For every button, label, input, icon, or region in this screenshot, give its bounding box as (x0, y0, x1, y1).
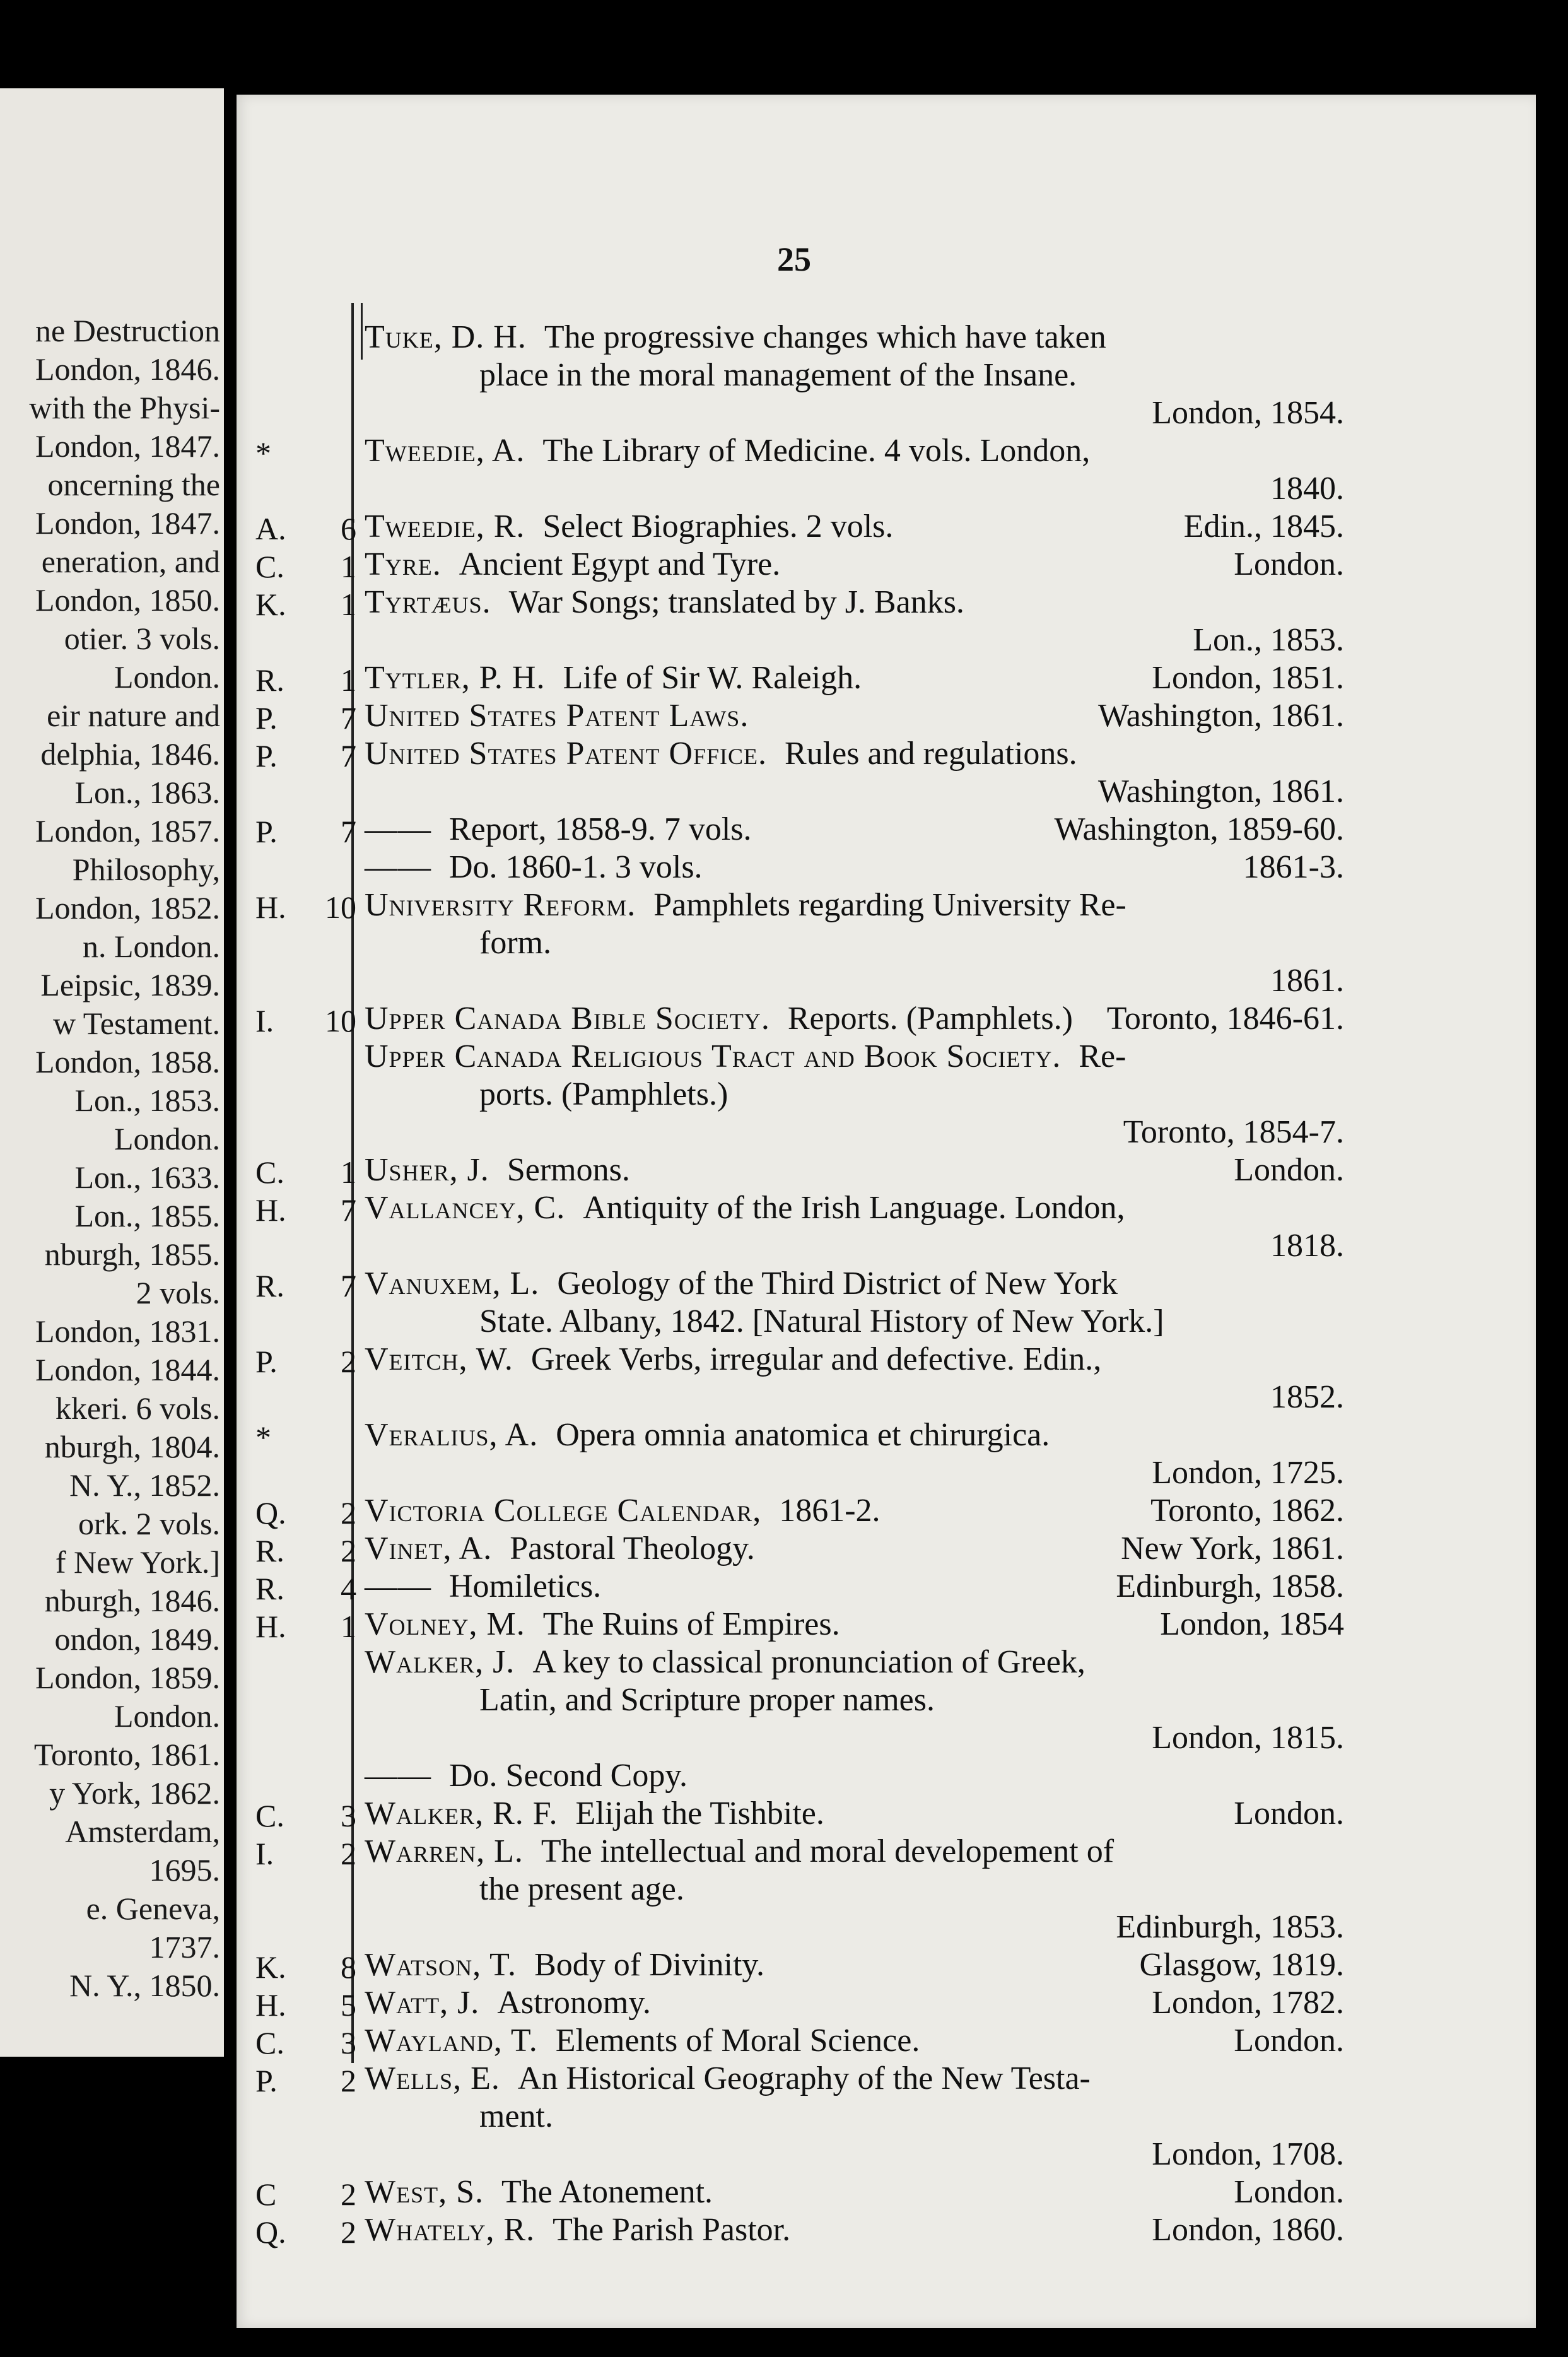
entry-imprint: Edinburgh, 1858. (1116, 1568, 1344, 1604)
shelf-mark (255, 2025, 369, 2061)
entry-title: 1861-2. (779, 1493, 881, 1529)
shelf-letter: I. (255, 1003, 274, 1038)
entry-continuation: the present age. (479, 1871, 684, 1907)
shelf-mark (255, 1608, 369, 1645)
entry-heading: Victoria College Calendar, (365, 1493, 762, 1529)
entry-heading: Tuke, D. H. (365, 319, 527, 355)
shelf-letter: P. (255, 814, 278, 849)
entry-continuation: form. (479, 925, 552, 961)
left-fragment-line: ork. 2 vols. (78, 1506, 220, 1541)
shelf-letter: R. (255, 1533, 284, 1568)
entry-title: Elements of Moral Science. (555, 2023, 920, 2059)
entry-heading: Vallancey, C. (365, 1190, 566, 1226)
shelf-number: 7 (341, 814, 356, 849)
left-fragment-line: nburgh, 1855. (44, 1237, 220, 1272)
entry-line (365, 1530, 755, 1567)
shelf-mark (255, 889, 369, 926)
shelf-mark (255, 1646, 369, 1683)
entry-imprint: 1861. (1270, 963, 1344, 999)
left-fragment-line: Philosophy, (72, 852, 220, 887)
entry-title: The Ruins of Empires. (542, 1606, 840, 1642)
entry-heading: Tweedie, A. (365, 433, 525, 469)
entry-title: Astronomy. (497, 1985, 651, 2021)
left-fragment-line: London, 1859. (35, 1660, 220, 1695)
shelf-number: 5 (341, 1987, 356, 2023)
entry-line (365, 2022, 920, 2059)
left-fragment-line: f New York.] (55, 1544, 220, 1580)
entry-line (365, 1606, 840, 1643)
entry-heading: —— (365, 1568, 431, 1604)
entry-heading: Warren, L. (365, 1833, 524, 1869)
entry-title: The progressive changes which have taken (544, 319, 1106, 355)
shelf-number: 2 (341, 2063, 356, 2098)
shelf-letter: I. (255, 1836, 274, 1871)
shelf-letter: H. (255, 1987, 286, 2023)
shelf-number: 10 (325, 890, 356, 925)
entry-imprint: London. (1234, 1152, 1344, 1188)
entry-heading: —— (365, 1758, 431, 1794)
shelf-letter: P. (255, 700, 278, 736)
left-fragment-line: London, 1850. (35, 582, 220, 618)
entry-heading: Tyrtæus. (365, 584, 491, 620)
entry-heading: Vanuxem, L. (365, 1266, 540, 1302)
entry-heading: Tytler, P. H. (365, 660, 546, 696)
left-fragment-line: ne Destruction (35, 313, 220, 348)
entry-title: Body of Divinity. (534, 1947, 765, 1983)
shelf-letter: P. (255, 2063, 278, 2098)
left-fragment-line: otier. 3 vols. (64, 621, 220, 656)
entry-line (365, 1795, 824, 1832)
shelf-letter: * (255, 435, 271, 471)
left-fragment-line: nburgh, 1804. (44, 1429, 220, 1464)
entry-imprint: Glasgow, 1819. (1139, 1947, 1344, 1983)
shelf-mark (255, 700, 369, 736)
shelf-mark (255, 1987, 369, 2023)
shelf-letter: Q. (255, 2214, 286, 2250)
shelf-mark (255, 1040, 369, 1077)
shelf-mark (255, 321, 369, 358)
shelf-number: 1 (341, 549, 356, 584)
entry-heading: Volney, M. (365, 1606, 525, 1642)
left-fragment-line: kkeri. 6 vols. (55, 1390, 220, 1426)
entry-imprint: London, 1725. (1152, 1455, 1344, 1491)
entry-heading: Watson, T. (365, 1947, 517, 1983)
entry-heading: Watt, J. (365, 1985, 480, 2021)
left-fragment-line: London. (114, 1698, 220, 1734)
entry-heading: Veralius, A. (365, 1417, 539, 1453)
entry-heading: —— (365, 811, 431, 847)
shelf-number: 2 (341, 1344, 356, 1379)
shelf-letter: C. (255, 1155, 284, 1190)
entry-line (365, 1492, 881, 1529)
left-fragment-line: Amsterdam, (65, 1814, 220, 1849)
shelf-number: 3 (341, 2025, 356, 2060)
shelf-number: 8 (341, 1949, 356, 1985)
shelf-letter: R. (255, 662, 284, 698)
left-fragment-line: nburgh, 1846. (44, 1583, 220, 1618)
entry-line (365, 1643, 1085, 1681)
shelf-number: 2 (341, 1495, 356, 1531)
entry-heading: West, S. (365, 2174, 484, 2210)
left-fragment-line: London, 1847. (35, 505, 220, 541)
shelf-number: 4 (341, 1571, 356, 1606)
page-gutter (224, 88, 237, 2057)
shelf-mark (255, 1949, 369, 1985)
entry-title: A key to classical pronunciation of Greek, (532, 1644, 1085, 1680)
left-fragment-line: 1737. (149, 1929, 220, 1965)
shelf-letter: C. (255, 549, 284, 584)
shelf-mark (255, 435, 369, 471)
entry-heading: United States Patent Office. (365, 736, 768, 772)
shelf-mark (255, 738, 369, 774)
shelf-number: 1 (341, 587, 356, 622)
left-fragment-line: delphia, 1846. (40, 736, 220, 772)
entry-title: The Library of Medicine. 4 vols. London, (542, 433, 1091, 469)
shelf-number: 2 (341, 2177, 356, 2212)
entry-title: Elijah the Tishbite. (575, 1796, 824, 1831)
left-fragment-line: y York, 1862. (49, 1775, 220, 1811)
entry-title: The Parish Pastor. (553, 2212, 791, 2248)
entry-heading: Veitch, W. (365, 1341, 513, 1377)
left-fragment-line: eneration, and (41, 544, 220, 579)
entry-heading: Vinet, A. (365, 1531, 493, 1566)
entry-imprint: London, 1854. (1152, 395, 1344, 431)
shelf-number: 6 (341, 511, 356, 546)
left-fragment-line: London, 1831. (35, 1314, 220, 1349)
left-fragment-line: London, 1846. (35, 351, 220, 387)
left-fragment-line: London, 1847. (35, 428, 220, 464)
entry-imprint: Washington, 1859-60. (1054, 811, 1344, 847)
shelf-number: 1 (341, 1609, 356, 1644)
entry-imprint: London. (1234, 1796, 1344, 1831)
shelf-mark (255, 586, 369, 623)
shelf-mark (255, 1192, 369, 1228)
entry-imprint: London, 1854 (1160, 1606, 1344, 1642)
entry-continuation: ports. (Pamphlets.) (479, 1076, 728, 1112)
left-fragment-line: Leipsic, 1839. (40, 967, 220, 1002)
entry-line (365, 1833, 1114, 1870)
entry-heading: University Reform. (365, 887, 636, 923)
entry-imprint: New York, 1861. (1121, 1531, 1344, 1566)
shelf-mark (255, 813, 369, 850)
left-fragment-line: 1695. (149, 1852, 220, 1888)
shelf-mark (255, 1419, 369, 1455)
entry-heading: Wells, E. (365, 2060, 500, 2096)
entry-line (365, 546, 780, 583)
shelf-letter: C. (255, 2025, 284, 2060)
entry-title: Rules and regulations. (785, 736, 1077, 772)
entry-line (365, 735, 1077, 772)
entry-continuation: ment. (479, 2098, 553, 2134)
entry-imprint: 1861-3. (1243, 849, 1344, 885)
entry-line (365, 1568, 601, 1605)
entry-imprint: 1818. (1270, 1228, 1344, 1264)
entry-imprint: Lon., 1853. (1193, 622, 1344, 658)
left-fragment-line: N. Y., 1852. (69, 1467, 220, 1503)
entry-heading: —— (365, 849, 431, 885)
shelf-mark (255, 662, 369, 698)
shelf-letter: K. (255, 587, 286, 622)
entry-line (365, 319, 1106, 356)
shelf-letter: * (255, 1419, 271, 1455)
left-fragment-line: London. (114, 659, 220, 695)
left-fragment-line: N. Y., 1850. (69, 1968, 220, 2003)
left-fragment-line: Lon., 1863. (74, 775, 220, 810)
shelf-number: 10 (325, 1003, 356, 1038)
entry-title: Sermons. (506, 1152, 630, 1188)
entry-title: Antiquity of the Irish Language. London, (583, 1190, 1125, 1226)
entry-heading: United States Patent Laws. (365, 698, 749, 734)
shelf-letter: C. (255, 1798, 284, 1833)
entry-heading: Usher, J. (365, 1152, 489, 1188)
shelf-mark (255, 510, 369, 547)
shelf-letter: H. (255, 1192, 286, 1228)
shelf-letter: K. (255, 1949, 286, 1985)
entry-title: Geology of the Third District of New York (557, 1266, 1118, 1302)
shelf-letter: P. (255, 1344, 278, 1379)
entry-imprint: London. (1234, 2174, 1344, 2210)
entry-line (365, 1038, 1126, 1075)
entry-heading: Whately, R. (365, 2212, 535, 2248)
shelf-mark (255, 548, 369, 585)
entry-title: Pastoral Theology. (510, 1531, 755, 1566)
page-number: 25 (777, 240, 811, 278)
left-fragment-line: London, 1844. (35, 1352, 220, 1387)
entry-line (365, 1265, 1118, 1302)
entry-heading: Upper Canada Bible Society. (365, 1001, 770, 1037)
shelf-letter: P. (255, 738, 278, 773)
entry-line (365, 811, 752, 848)
entry-imprint: Washington, 1861. (1097, 698, 1344, 734)
entry-heading: Tyre. (365, 546, 442, 582)
shelf-letter: C (255, 2177, 277, 2212)
entry-line (365, 697, 766, 734)
entry-heading: Wayland, T. (365, 2023, 538, 2059)
shelf-letter: Q. (255, 1495, 286, 1531)
entry-imprint: Edin., 1845. (1183, 508, 1344, 544)
entry-imprint: London, 1851. (1152, 660, 1344, 696)
entry-title: Opera omnia anatomica et chirurgica. (556, 1417, 1050, 1453)
entry-heading: Walker, J. (365, 1644, 515, 1680)
shelf-mark (255, 1343, 369, 1380)
left-fragment-line: oncerning the (47, 467, 220, 502)
entry-imprint: London, 1815. (1152, 1720, 1344, 1756)
entry-title: Life of Sir W. Raleigh. (563, 660, 862, 696)
entry-line (365, 1757, 687, 1794)
entry-title: Select Biographies. 2 vols. (542, 508, 894, 544)
entry-line (365, 432, 1090, 469)
entry-imprint: 1852. (1270, 1379, 1344, 1415)
shelf-number: 7 (341, 1268, 356, 1303)
entry-line (365, 2060, 1091, 2097)
entry-line (365, 1341, 1101, 1378)
left-fragment-line: eir nature and (47, 698, 220, 733)
entry-title: Homiletics. (449, 1568, 602, 1604)
left-fragment-line: Lon., 1855. (74, 1198, 220, 1233)
entry-imprint: London. (1234, 2023, 1344, 2059)
shelf-mark (255, 2062, 369, 2099)
shelf-mark (255, 851, 369, 888)
entry-title: An Historical Geography of the New Testa- (517, 2060, 1091, 2096)
entry-line (365, 584, 964, 621)
entry-imprint: Toronto, 1862. (1150, 1493, 1344, 1529)
left-page-fragment (0, 88, 224, 2057)
entry-heading: Tweedie, R. (365, 508, 525, 544)
shelf-letter: H. (255, 1609, 286, 1644)
entry-imprint: Toronto, 1854-7. (1123, 1114, 1344, 1150)
entry-heading: Upper Canada Religious Tract and Book Society. (365, 1038, 1062, 1074)
entry-line (365, 1000, 1073, 1037)
shelf-number: 2 (341, 1836, 356, 1871)
shelf-number: 1 (341, 1155, 356, 1190)
entry-line (365, 2211, 790, 2248)
entry-line (365, 2173, 713, 2211)
entry-line (365, 849, 703, 886)
entry-line (365, 508, 893, 545)
shelf-number: 2 (341, 2214, 356, 2250)
shelf-letter: H. (255, 890, 286, 925)
shelf-mark (255, 1154, 369, 1190)
shelf-mark (255, 1760, 369, 1796)
left-fragment-line: Lon., 1853. (74, 1083, 220, 1118)
entry-heading: Walker, R. F. (365, 1796, 558, 1831)
entry-title: The Atonement. (501, 2174, 713, 2210)
shelf-number: 7 (341, 1192, 356, 1228)
shelf-number: 2 (341, 1533, 356, 1568)
entry-title: Pamphlets regarding University Re- (653, 887, 1126, 923)
entry-line (365, 1189, 1125, 1226)
entry-imprint: London, 1708. (1152, 2136, 1344, 2172)
entry-title: War Songs; translated by J. Banks. (508, 584, 964, 620)
left-fragment-line: w Testament. (53, 1006, 220, 1041)
entry-imprint: London, 1782. (1152, 1985, 1344, 2021)
left-fragment-line: ondon, 1849. (54, 1621, 220, 1657)
shelf-number: 3 (341, 1798, 356, 1833)
shelf-mark (255, 1495, 369, 1531)
shelf-number: 7 (341, 738, 356, 773)
entry-imprint: Toronto, 1846-61. (1106, 1001, 1344, 1037)
entry-line (365, 1151, 630, 1189)
left-fragment-line: London. (114, 1121, 220, 1156)
entry-continuation: State. Albany, 1842. [Natural History of New York.] (479, 1303, 1164, 1339)
shelf-letter: R. (255, 1268, 284, 1303)
shelf-mark (255, 1002, 369, 1039)
entry-title: Do. 1860-1. 3 vols. (449, 849, 703, 885)
shelf-mark (255, 1570, 369, 1607)
shelf-mark (255, 1267, 369, 1304)
left-fragment-line: e. Geneva, (86, 1891, 220, 1926)
left-fragment-line: London, 1857. (35, 813, 220, 849)
entry-title: Ancient Egypt and Tyre. (459, 546, 781, 582)
left-fragment-line: Toronto, 1861. (33, 1737, 220, 1772)
shelf-number: 1 (341, 662, 356, 698)
left-fragment-line: London, 1852. (35, 890, 220, 926)
shelf-mark (255, 2214, 369, 2250)
left-fragment-line: with the Physi- (29, 390, 220, 425)
shelf-letter: A. (255, 511, 286, 546)
shelf-letter: R. (255, 1571, 284, 1606)
entry-line (365, 1984, 651, 2021)
shelf-mark (255, 2176, 369, 2213)
shelf-mark (255, 1532, 369, 1569)
entry-continuation: Latin, and Scripture proper names. (479, 1682, 935, 1718)
entry-line (365, 886, 1126, 924)
entry-imprint: 1840. (1270, 471, 1344, 507)
entry-line (365, 1416, 1050, 1454)
entry-imprint: Washington, 1861. (1097, 773, 1344, 809)
entry-title: Report, 1858-9. 7 vols. (449, 811, 752, 847)
entry-title: Reports. (Pamphlets.) (787, 1001, 1073, 1037)
left-fragment-line: Lon., 1633. (74, 1160, 220, 1195)
entry-title: Do. Second Copy. (449, 1758, 687, 1794)
entry-title: The intellectual and moral developement of (541, 1833, 1115, 1869)
left-fragment-line: London, 1858. (35, 1044, 220, 1079)
entry-line (365, 659, 862, 697)
shelf-mark (255, 1835, 369, 1872)
entry-imprint: London, 1860. (1152, 2212, 1344, 2248)
shelf-number: 7 (341, 700, 356, 736)
entry-imprint: London. (1234, 546, 1344, 582)
entry-continuation: place in the moral management of the Insane. (479, 357, 1077, 393)
left-fragment-line: n. London. (82, 929, 220, 964)
left-fragment-line: 2 vols. (136, 1275, 220, 1310)
entry-imprint: Edinburgh, 1853. (1116, 1909, 1344, 1945)
entry-title: Greek Verbs, irregular and defective. Edin., (530, 1341, 1102, 1377)
entry-line (365, 1946, 764, 1984)
entry-title: Re- (1079, 1038, 1126, 1074)
shelf-mark (255, 1797, 369, 1834)
